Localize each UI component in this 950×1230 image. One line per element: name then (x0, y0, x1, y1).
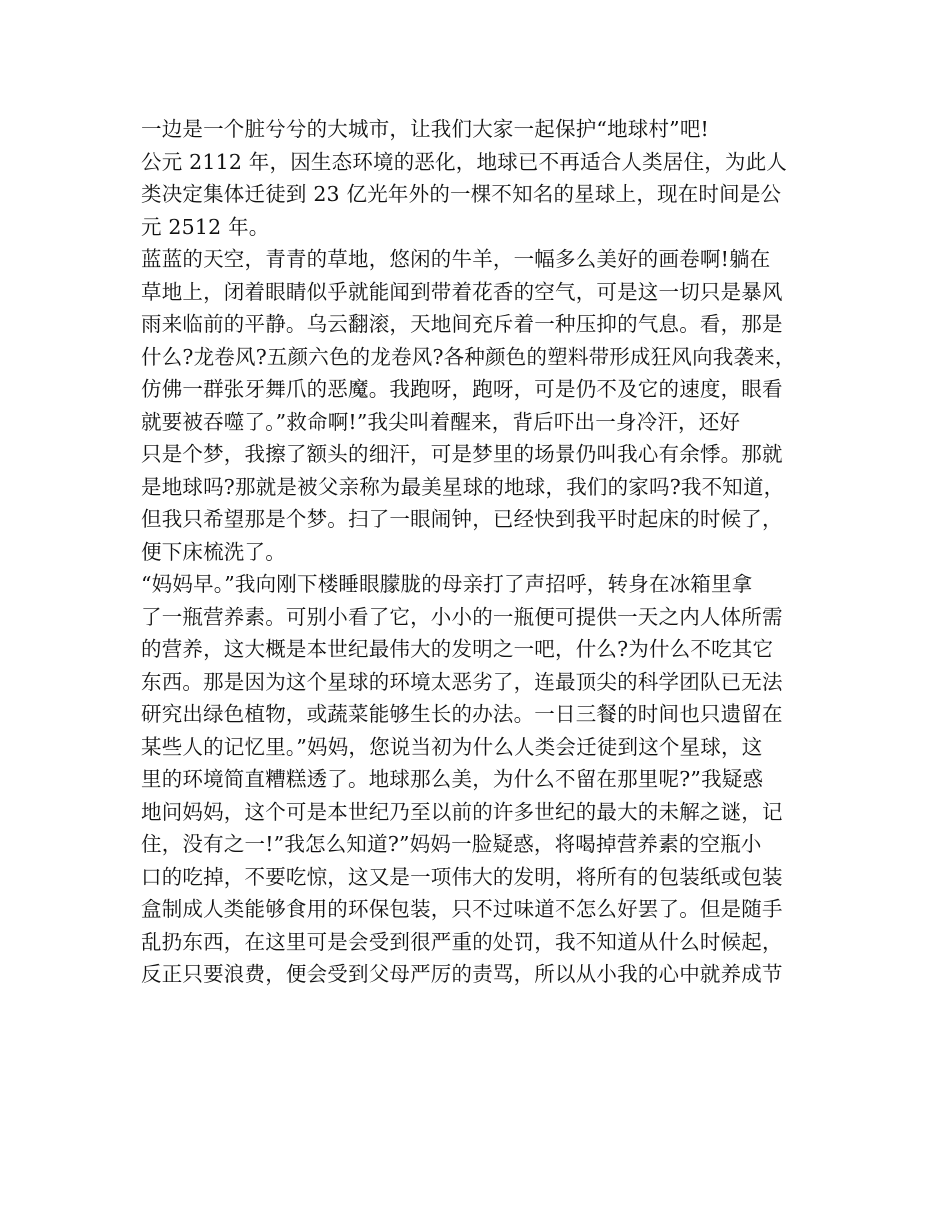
text-line: 研究出绿色植物，或蔬菜能够生长的办法。一日三餐的时间也只遗留在 (141, 702, 783, 726)
text-line: 什么?龙卷风?五颜六色的龙卷风?各种颜色的塑料带形成狂风向我袭来， (141, 344, 796, 369)
text-line: 类决定集体迁徒到 23 亿光年外的一棵不知名的星球上，现在时间是公 (141, 182, 782, 206)
text-line: 公元 2112 年，因生态环境的恶化，地球已不再适合人类居住，为此人 (141, 149, 788, 174)
text-line: 草地上，闭着眼睛似乎就能闻到带着花香的空气，可是这一切只是暴风 (141, 279, 783, 304)
text-line: 的营养，这大概是本世纪最伟大的发明之一吧，什么?为什么不吃其它 (141, 637, 774, 661)
text-line: 东西。那是因为这个星球的环境太恶劣了，连最顶尖的科学团队已无法 (141, 669, 783, 694)
text-line: 蓝蓝的天空，青青的草地，悠闲的牛羊，一幅多么美好的画卷啊!躺在 (141, 247, 771, 271)
text-line: 仿佛一群张牙舞爪的恶魔。我跑呀，跑呀，可是仍不及它的速度，眼看 (141, 377, 783, 401)
text-line: 反正只要浪费，便会受到父母严厉的责骂，所以从小我的心中就养成节 (141, 962, 783, 986)
text-line: 只是个梦，我擦了额头的细汗，可是梦里的场景仍叫我心有余悸。那就 (141, 442, 783, 466)
text-line: 里的环境简直糟糕透了。地球那么美，为什么不留在那里呢?”我疑惑 (141, 767, 764, 791)
text-line: 地问妈妈，这个可是本世纪乃至以前的许多世纪的最大的未解之谜，记 (141, 799, 783, 824)
text-line: 就要被吞噬了。”救命啊!”我尖叫着醒来，背后吓出一身冷汗，还好 (141, 409, 741, 434)
text-line: 口的吃掉，不要吃惊，这又是一项伟大的发明，将所有的包装纸或包装 (141, 864, 783, 889)
text-line: 了一瓶营养素。可别小看了它，小小的一瓶便可提供一天之内人体所需 (141, 604, 783, 629)
text-line: 乱扔东西，在这里可是会受到很严重的处罚，我不知道从什么时候起， (141, 929, 783, 954)
text-line: 但我只希望那是个梦。扫了一眼闹钟，已经快到我平时起床的时候了， (141, 507, 783, 531)
text-line: 一边是一个脏兮兮的大城市，让我们大家一起保护“地球村”吧! (141, 117, 709, 141)
text-line: 是地球吗?那就是被父亲称为最美星球的地球，我们的家吗?我不知道， (141, 474, 785, 499)
text-line: 盒制成人类能够食用的环保包装，只不过味道不怎么好罢了。但是随手 (141, 897, 783, 921)
text-line: “妈妈早。”我向刚下楼睡眼朦胧的母亲打了声招呼，转身在冰箱里拿 (141, 572, 753, 596)
text-line: 元 2512 年。 (141, 214, 270, 239)
text-line: 住，没有之一!”我怎么知道?”妈妈一脸疑惑，将喝掉营养素的空瓶小 (141, 832, 762, 856)
text-line: 某些人的记忆里。”妈妈，您说当初为什么人类会迁徒到这个星球，这 (141, 734, 763, 759)
text-line: 雨来临前的平静。乌云翻滚，天地间充斥着一种压抑的气息。看，那是 (141, 312, 783, 336)
body-text (141, 113, 821, 991)
text-line: 便下床梳洗了。 (141, 539, 286, 564)
